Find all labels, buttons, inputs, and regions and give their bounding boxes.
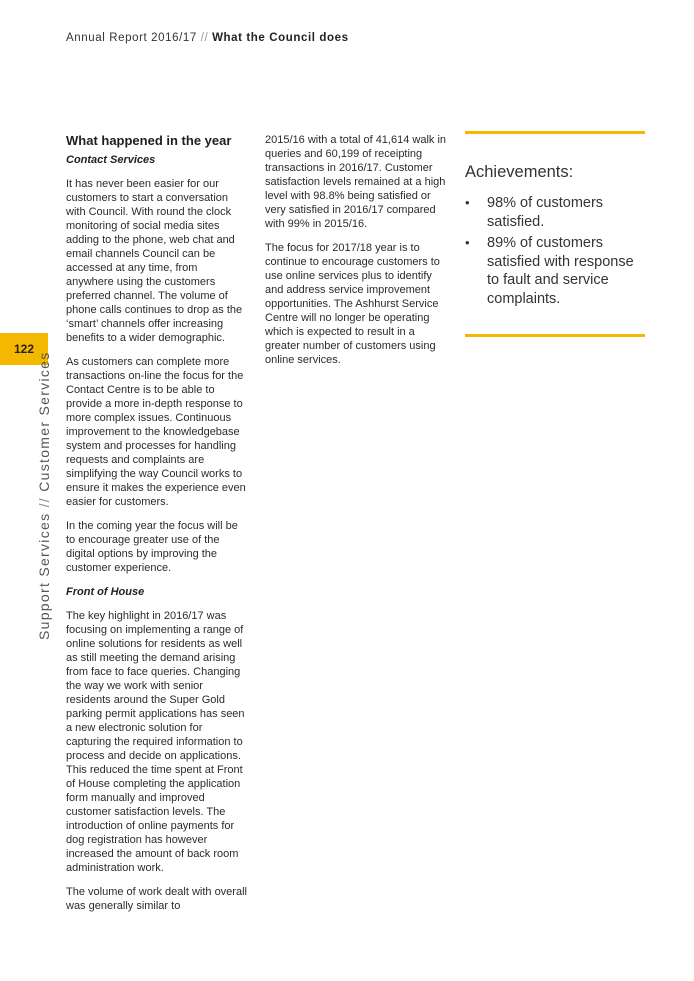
paragraph: The key highlight in 2016/17 was focusing on implementing a range of online solutions for residents as well as still meeting the demand arising from face to face queries. Changing the way we work with senior residents around the Super Gold parking permit applications has seen a new electronic solution for capturing the required information to process and decide on applications. This reduced the time spent at Front of House completing the application form manually and improved customer satisfaction levels. The introduction of online payments for dog registration has however increased the amount of back room administration work. <box>66 610 245 874</box>
achievements-top-rule <box>465 131 645 134</box>
header-separator: // <box>200 32 209 44</box>
paragraph: The focus for 2017/18 year is to continue to encourage customers to use online services plus to identify and address service improvement opportunities. The Ashhurst Service Centre will no longer be operating which is expected to result in a greater number of customers using online services. <box>265 242 440 366</box>
achievement-item <box>465 234 645 308</box>
bullet-icon: • <box>465 235 470 250</box>
page-number: 122 <box>13 342 35 356</box>
front-of-house-heading: Front of House <box>66 586 145 598</box>
side-separator: // <box>36 497 52 508</box>
side-section-label <box>36 351 52 640</box>
header-section: What the Council does <box>212 32 349 44</box>
paragraph: As customers can complete more transactions on-line the focus for the Contact Centre is to be able to provide a more in-depth response to more complex issues. Continuous improvement to the knowledgebase system and processes for handling requests and complaints are simplifying the way Council works to ensure it makes the experience even easier for customers. <box>66 356 246 508</box>
paragraph: 2015/16 with a total of 41,614 walk in queries and 60,199 of receipting transactions in 2016/17. Customer satisfaction levels remained at a high level with 98.8% being satisfied or very satisfied in 2016/17 compared with 99% in 2015/16. <box>265 134 447 230</box>
contact-services-heading: Contact Services <box>66 154 156 166</box>
section-heading: What happened in the year <box>66 133 232 148</box>
achievements-box <box>465 131 645 337</box>
paragraph: It has never been easier for our customers to start a conversation with Council. With round the clock monitoring of social media sites adding to the phone, web chat and email channels Council can be accessed at any time, from anywhere using the customers preferred channel. The volume of phone calls continues to drop as the ‘smart’ channels offer increasing benefits to a wider demographic. <box>66 178 243 344</box>
column-one <box>66 133 248 923</box>
achievement-text: 98% of customers satisfied. <box>487 195 604 230</box>
achievements-bottom-rule <box>465 334 645 337</box>
running-header <box>66 32 349 44</box>
paragraph: The volume of work dealt with overall was generally similar to <box>66 886 247 912</box>
report-title: Annual Report 2016/17 <box>66 32 197 44</box>
achievement-item <box>465 194 645 231</box>
bullet-icon: • <box>465 195 470 210</box>
achievement-text: 89% of customers satisfied with response to fault and service complaints. <box>487 235 634 307</box>
side-section: Support Services <box>36 512 52 640</box>
achievements-title: Achievements: <box>465 163 574 181</box>
side-subsection: Customer Services <box>36 351 52 492</box>
column-two <box>265 133 449 377</box>
achievements-list <box>465 194 645 308</box>
paragraph: In the coming year the focus will be to encourage greater use of the digital options by improving the customer experience. <box>66 520 238 574</box>
